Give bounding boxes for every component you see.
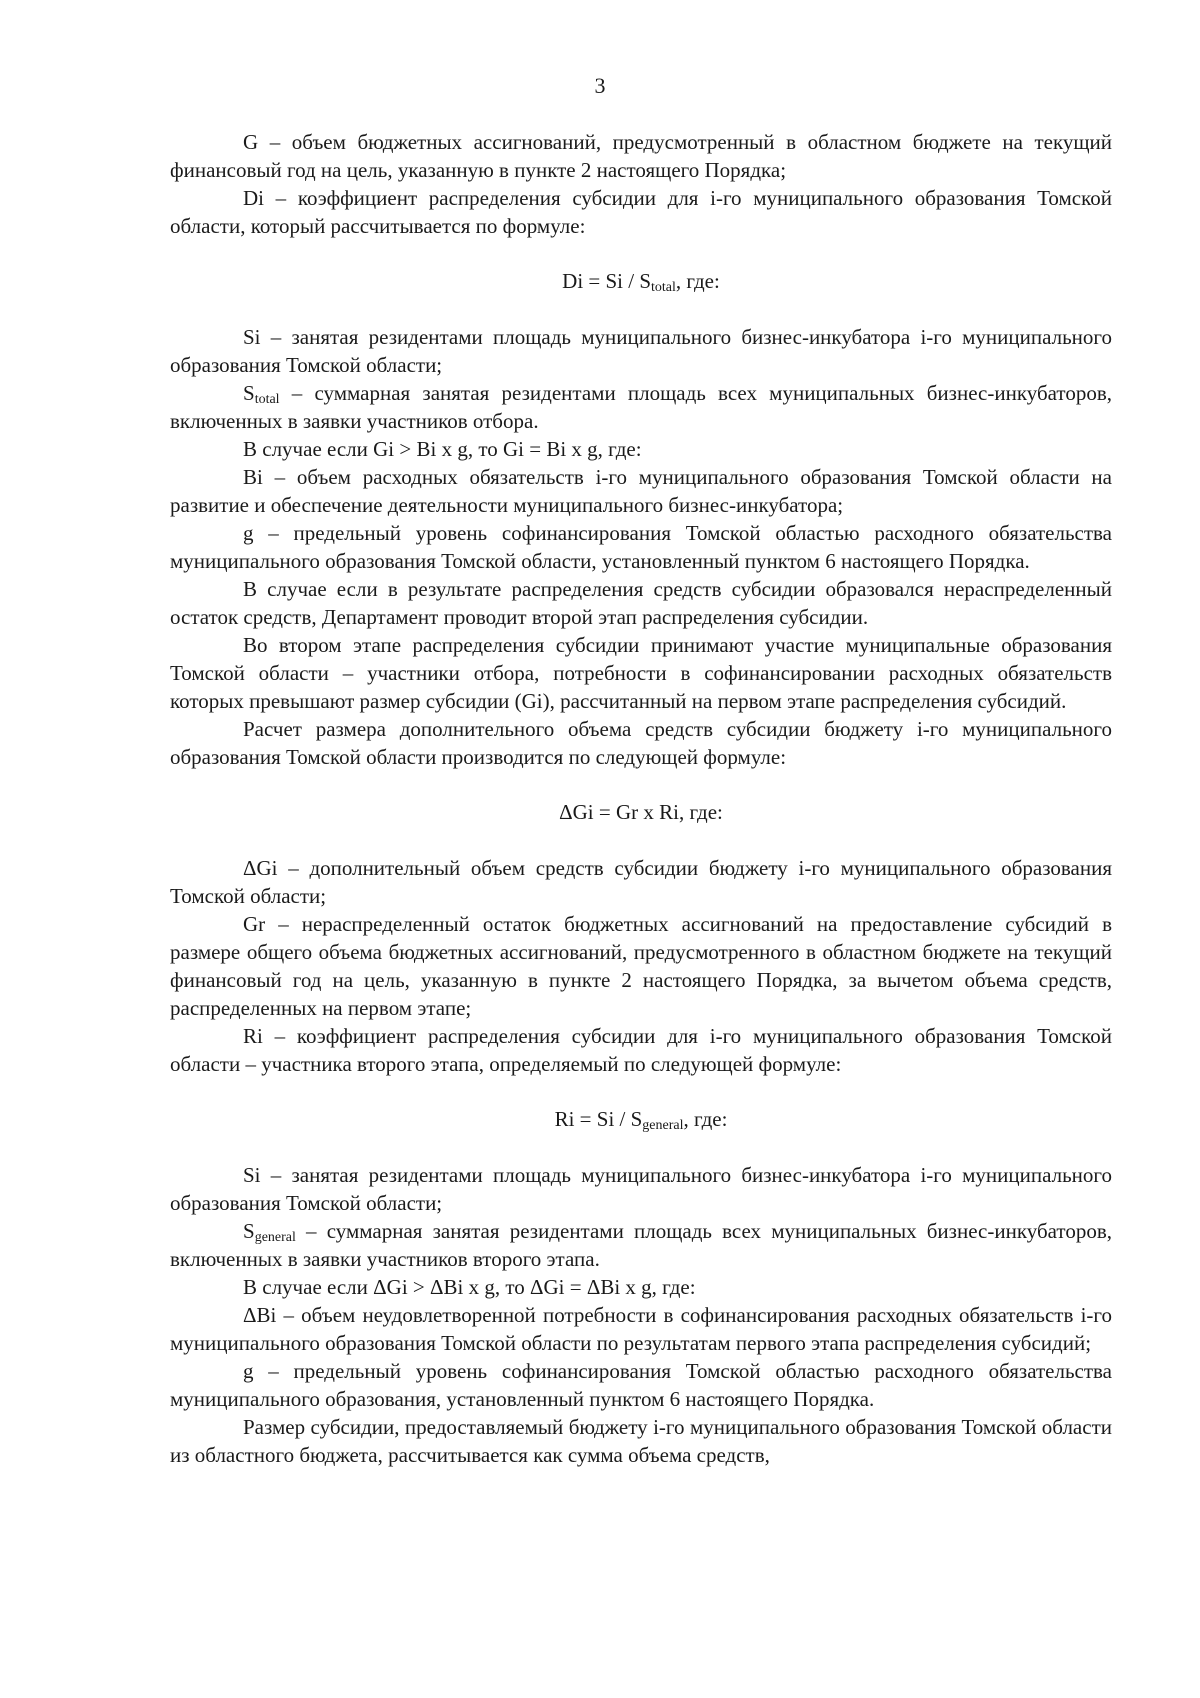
formula-ri: $Ri = Si / S_{general}$, где:: [554, 1107, 728, 1133]
paragraph-additional-calc: Расчет размера дополнительного объема средств субсидии бюджету i-го муниципального образования Томской области производится по следующей формуле:: [170, 717, 1112, 769]
document-body: [170, 128, 1112, 1469]
paragraph-second-stage-participants: Во втором этапе распределения субсидии принимают участие муниципальные образования Томской области – участники отбора, потребности в софинансировании расходных обязательств которых превышают размер субсидии (Gi), рассчитанный на первом этапе распределения субсидий.: [170, 633, 1112, 713]
formula-delta-gi: ΔGi = Gr x Ri, где:: [559, 800, 723, 824]
paragraph-di-definition: Di – коэффициент распределения субсидии для i-го муниципального образования Томской области, который рассчитывается по формуле:: [170, 186, 1112, 238]
paragraph-bi-definition: Bi – объем расходных обязательств i-го муниципального образования Томской области на развитие и обеспечение деятельности муниципального бизнес-инкубатора;: [170, 465, 1112, 517]
paragraph-g-definition: G – объем бюджетных ассигнований, предусмотренный в областном бюджете на текущий финансовый год на цель, указанную в пункте 2 настоящего Порядка;: [170, 130, 1112, 182]
formula-di: $Di = Si / S_{total}$, где:: [562, 269, 720, 295]
paragraph-second-stage-intro: В случае если в результате распределения средств субсидии образовался нераспределенный остаток средств, Департамент проводит второй этап распределения субсидии.: [170, 577, 1112, 629]
paragraph-ri-definition: Ri – коэффициент распределения субсидии для i-го муниципального образования Томской области – участника второго этапа, определяемый по следующей формуле:: [170, 1024, 1112, 1076]
paragraph-delta-bi-definition: ΔBi – объем неудовлетворенной потребности в софинансирования расходных обязательств i-го муниципального образования Томской области по результатам первого этапа распределения субсидий;: [170, 1303, 1112, 1355]
paragraph-si-definition-2: Si – занятая резидентами площадь муниципального бизнес-инкубатора i-го муниципального образования Томской области;: [170, 1163, 1112, 1215]
paragraph-delta-gi-definition: ΔGi – дополнительный объем средств субсидии бюджету i-го муниципального образования Томской области;: [170, 856, 1112, 908]
paragraph-si-definition: Si – занятая резидентами площадь муниципального бизнес-инкубатора i-го муниципального образования Томской области;: [170, 325, 1112, 377]
paragraph-sgeneral-definition: $S_{general}$ – суммарная занятая резидентами площадь всех муниципальных бизнес-инкубаторов, включенных в заявки участников второго этапа.: [170, 1219, 1112, 1271]
paragraph-condition-delta-gi: В случае если ΔGi > ΔBi x g, то ΔGi = ΔBi x g, где:: [243, 1275, 696, 1299]
paragraph-gr-definition: Gr – нераспределенный остаток бюджетных ассигнований на предоставление субсидий в размере общего объема бюджетных ассигнований, предусмотренного в областном бюджете на текущий финансовый год на цель, указанную в пункте 2 настоящего Порядка, за вычетом объема средств, распределенных на первом этапе;: [170, 912, 1112, 1020]
page-number: 3: [594, 73, 606, 98]
paragraph-subsidy-size: Размер субсидии, предоставляемый бюджету i-го муниципального образования Томской области из областного бюджета, рассчитывается как сумма объема средств,: [170, 1415, 1112, 1467]
paragraph-g-level-definition: g – предельный уровень софинансирования Томской областью расходного обязательства муниципального образования Томской области, установленный пунктом 6 настоящего Порядка.: [170, 521, 1112, 573]
paragraph-condition-gi: В случае если Gi > Bi x g, то Gi = Bi x g, где:: [243, 437, 642, 461]
paragraph-g-level-definition-2: g – предельный уровень софинансирования Томской областью расходного обязательства муниципального образования, установленный пунктом 6 настоящего Порядка.: [170, 1359, 1112, 1411]
paragraph-stotal-definition: $S_{total}$ – суммарная занятая резидентами площадь всех муниципальных бизнес-инкубаторов, включенных в заявки участников отбора.: [170, 381, 1112, 433]
